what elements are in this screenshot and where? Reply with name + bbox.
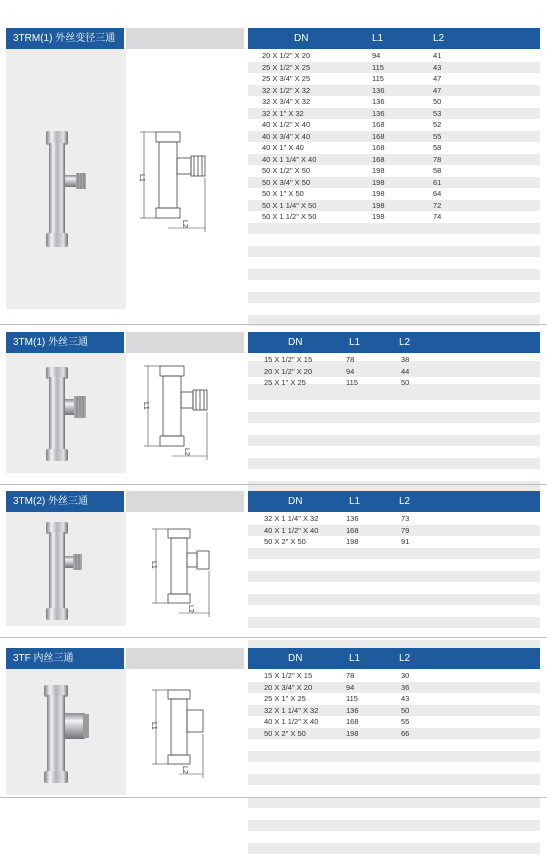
cell-l1: 168 xyxy=(346,525,359,535)
product-photo-panel xyxy=(6,49,126,309)
table-row xyxy=(248,177,540,189)
col-dn: DN xyxy=(288,337,303,348)
cell-dn: 32 X 1 1/4" X 32 xyxy=(264,705,319,715)
table-row xyxy=(248,377,540,389)
table-row-empty xyxy=(248,269,540,281)
table-row-empty xyxy=(248,280,540,292)
table-row-empty xyxy=(248,774,540,786)
cell-l2: 38 xyxy=(401,355,410,364)
cell-dn: 40 X 1 1/4" X 40 xyxy=(262,154,317,164)
table-row xyxy=(248,62,540,74)
cell-l2: 44 xyxy=(401,366,410,376)
table-row-empty xyxy=(248,582,540,594)
cell-l2: 50 xyxy=(401,705,410,715)
cell-l1: 136 xyxy=(372,97,385,106)
table-row-empty xyxy=(248,854,540,866)
cell-l2: 50 xyxy=(433,97,442,106)
l1-label: L1 xyxy=(138,174,145,182)
cell-l1: 168 xyxy=(372,154,385,164)
cell-dn: 50 X 1/2" X 50 xyxy=(262,166,311,175)
cell-l2: 78 xyxy=(433,154,442,164)
l1-label: L1 xyxy=(150,561,157,569)
cell-dn: 25 X 1/2" X 25 xyxy=(262,62,311,72)
table-row xyxy=(248,716,540,728)
table-row xyxy=(248,119,540,131)
table-header xyxy=(248,491,540,512)
section-title: 3TF 内丝三通 xyxy=(6,648,124,669)
table-row xyxy=(248,165,540,177)
table-row-empty xyxy=(248,257,540,269)
table-row-empty xyxy=(248,303,540,315)
cell-l1: 136 xyxy=(346,514,359,523)
cell-l1: 136 xyxy=(372,108,385,118)
cell-l2: 79 xyxy=(401,525,410,535)
cell-l2: 50 xyxy=(401,378,410,387)
cell-l1: 198 xyxy=(372,189,385,198)
table-body xyxy=(248,354,540,492)
cell-dn: 32 X 3/4" X 32 xyxy=(262,97,311,106)
table-row-empty xyxy=(248,617,540,629)
cell-l2: 41 xyxy=(433,51,442,60)
section-title: 3TM(2) 外丝三通 xyxy=(6,491,124,512)
table-row-empty xyxy=(248,843,540,855)
table-header xyxy=(248,332,540,353)
table-row-empty xyxy=(248,751,540,763)
section-divider xyxy=(0,324,547,325)
table-row xyxy=(248,693,540,705)
col-l2: L2 xyxy=(433,33,445,44)
table-row-empty xyxy=(248,739,540,751)
cell-l2: 73 xyxy=(401,514,410,523)
table-row xyxy=(248,211,540,223)
cell-dn: 25 X 1" X 25 xyxy=(264,694,306,703)
table-row-empty xyxy=(248,762,540,774)
cell-l2: 55 xyxy=(433,131,442,141)
cell-dn: 25 X 3/4" X 25 xyxy=(262,74,311,83)
col-l2: L2 xyxy=(399,337,411,348)
cell-l1: 94 xyxy=(346,366,355,376)
table-row xyxy=(248,682,540,694)
table-row xyxy=(248,366,540,378)
cell-l1: 198 xyxy=(372,177,385,187)
table-header xyxy=(248,28,540,49)
l1-label: L1 xyxy=(150,722,157,730)
product-photo-panel xyxy=(6,669,126,795)
col-l2: L2 xyxy=(399,496,411,507)
table-row-empty xyxy=(248,223,540,235)
cell-l1: 136 xyxy=(372,85,385,95)
table-row-empty xyxy=(248,469,540,481)
col-l1: L1 xyxy=(349,337,361,348)
l1-label: L1 xyxy=(142,402,149,410)
cell-dn: 15 X 1/2" X 15 xyxy=(264,671,313,680)
cell-l2: 52 xyxy=(433,120,442,129)
table-row xyxy=(248,142,540,154)
table-row-empty xyxy=(248,412,540,424)
table-row-empty xyxy=(248,234,540,246)
table-row xyxy=(248,96,540,108)
table-row-empty xyxy=(248,246,540,258)
section-divider xyxy=(0,484,547,485)
col-l1: L1 xyxy=(349,496,361,507)
col-dn: DN xyxy=(288,653,303,664)
cell-dn: 40 X 1" X 40 xyxy=(262,143,304,152)
cell-dn: 15 X 1/2" X 15 xyxy=(264,355,313,364)
table-row xyxy=(248,188,540,200)
cell-dn: 50 X 2" X 50 xyxy=(264,728,306,738)
table-row-empty xyxy=(248,831,540,843)
cell-l1: 115 xyxy=(346,694,358,703)
l2-label: L2 xyxy=(187,605,194,613)
col-l2: L2 xyxy=(399,653,411,664)
table-row-empty xyxy=(248,423,540,435)
cell-dn: 32 X 1" X 32 xyxy=(262,108,304,118)
header-spacer xyxy=(126,332,244,353)
product-photo-panel xyxy=(6,512,126,626)
table-row xyxy=(248,50,540,62)
cell-l2: 53 xyxy=(433,108,442,118)
tee-fitting-photo xyxy=(38,365,94,465)
cell-l1: 198 xyxy=(372,200,385,210)
header-spacer xyxy=(126,491,244,512)
col-l1: L1 xyxy=(372,33,384,44)
cell-dn: 20 X 1/2" X 20 xyxy=(264,366,313,376)
cell-l1: 78 xyxy=(346,671,355,680)
cell-l1: 115 xyxy=(372,74,384,83)
table-row-empty xyxy=(248,400,540,412)
cell-l1: 198 xyxy=(372,212,385,221)
cell-l2: 43 xyxy=(433,62,442,72)
cell-l1: 115 xyxy=(346,378,358,387)
cell-dn: 50 X 1" X 50 xyxy=(262,189,304,198)
section-divider xyxy=(0,637,547,638)
cell-dn: 40 X 1 1/2" X 40 xyxy=(264,717,319,726)
tee-fitting-photo xyxy=(36,683,96,787)
table-row-empty xyxy=(248,458,540,470)
cell-l1: 94 xyxy=(346,682,355,692)
table-row-empty xyxy=(248,797,540,809)
dimension-drawing xyxy=(146,525,246,625)
table-row xyxy=(248,354,540,366)
table-row xyxy=(248,705,540,717)
cell-l1: 94 xyxy=(372,51,381,60)
cell-l2: 64 xyxy=(433,189,442,198)
section-3tm2 xyxy=(6,491,540,626)
dimension-drawing xyxy=(134,362,244,472)
cell-l2: 43 xyxy=(401,694,410,703)
cell-dn: 40 X 3/4" X 40 xyxy=(262,131,311,141)
cell-dn: 50 X 1 1/4" X 50 xyxy=(262,200,317,210)
dimension-drawing xyxy=(146,686,246,786)
table-row-empty xyxy=(248,605,540,617)
cell-l2: 36 xyxy=(401,682,410,692)
section-3trm1 xyxy=(6,28,540,314)
table-header xyxy=(248,648,540,669)
cell-dn: 50 X 3/4" X 50 xyxy=(262,177,311,187)
table-row-empty xyxy=(248,785,540,797)
cell-dn: 40 X 1 1/2" X 40 xyxy=(264,525,319,535)
section-divider xyxy=(0,797,547,798)
cell-l1: 115 xyxy=(372,62,384,72)
section-title: 3TM(1) 外丝三通 xyxy=(6,332,124,353)
cell-l1: 198 xyxy=(346,537,359,546)
cell-dn: 50 X 2" X 50 xyxy=(264,537,306,546)
cell-dn: 32 X 1/2" X 32 xyxy=(262,85,311,95)
cell-dn: 32 X 1 1/4" X 32 xyxy=(264,514,319,523)
table-row xyxy=(248,536,540,548)
l2-label: L2 xyxy=(183,448,190,456)
cell-l2: 58 xyxy=(433,166,442,175)
cell-l2: 91 xyxy=(401,537,410,546)
table-row-empty xyxy=(248,548,540,560)
col-dn: DN xyxy=(294,33,309,44)
tee-fitting-photo xyxy=(40,520,90,624)
section-title: 3TRM(1) 外丝变径三通 xyxy=(6,28,124,49)
cell-l2: 61 xyxy=(433,177,442,187)
table-row xyxy=(248,513,540,525)
cell-l1: 78 xyxy=(346,355,355,364)
cell-l2: 58 xyxy=(433,143,442,152)
cell-dn: 50 X 1 1/2" X 50 xyxy=(262,212,317,221)
table-row-empty xyxy=(248,594,540,606)
table-row xyxy=(248,728,540,740)
table-row-empty xyxy=(248,820,540,832)
col-l1: L1 xyxy=(349,653,361,664)
cell-l1: 168 xyxy=(372,131,385,141)
cell-l1: 168 xyxy=(372,120,385,129)
col-dn: DN xyxy=(288,496,303,507)
table-row xyxy=(248,108,540,120)
cell-l2: 30 xyxy=(401,671,410,680)
tee-fitting-photo xyxy=(38,129,94,249)
table-row-empty xyxy=(248,559,540,571)
cell-l1: 136 xyxy=(346,705,359,715)
cell-l2: 55 xyxy=(401,717,410,726)
table-row xyxy=(248,85,540,97)
table-row xyxy=(248,670,540,682)
dimension-drawing xyxy=(134,128,244,238)
cell-l2: 72 xyxy=(433,200,442,210)
cell-l1: 198 xyxy=(346,728,359,738)
table-row xyxy=(248,131,540,143)
table-row xyxy=(248,200,540,212)
table-row-empty xyxy=(248,292,540,304)
header-spacer xyxy=(126,28,244,49)
table-body xyxy=(248,513,540,651)
table-row-empty xyxy=(248,389,540,401)
section-3tm1 xyxy=(6,332,540,475)
table-row xyxy=(248,154,540,166)
cell-l2: 47 xyxy=(433,85,442,95)
cell-dn: 20 X 1/2" X 20 xyxy=(262,51,311,60)
table-row xyxy=(248,73,540,85)
cell-dn: 25 X 1" X 25 xyxy=(264,378,306,387)
table-row-empty xyxy=(248,808,540,820)
table-row-empty xyxy=(248,446,540,458)
table-body xyxy=(248,670,540,866)
cell-l2: 66 xyxy=(401,728,410,738)
cell-dn: 20 X 3/4" X 20 xyxy=(264,682,313,692)
product-photo-panel xyxy=(6,353,126,473)
cell-l2: 74 xyxy=(433,212,442,221)
l2-label: L2 xyxy=(181,220,188,228)
l2-label: L2 xyxy=(181,766,188,774)
cell-l1: 168 xyxy=(372,143,385,152)
table-row xyxy=(248,525,540,537)
table-row-empty xyxy=(248,571,540,583)
section-3tf xyxy=(6,648,540,796)
cell-dn: 40 X 1/2" X 40 xyxy=(262,120,311,129)
header-spacer xyxy=(126,648,244,669)
cell-l2: 47 xyxy=(433,74,442,83)
cell-l1: 168 xyxy=(346,717,359,726)
table-row-empty xyxy=(248,435,540,447)
cell-l1: 198 xyxy=(372,166,385,175)
